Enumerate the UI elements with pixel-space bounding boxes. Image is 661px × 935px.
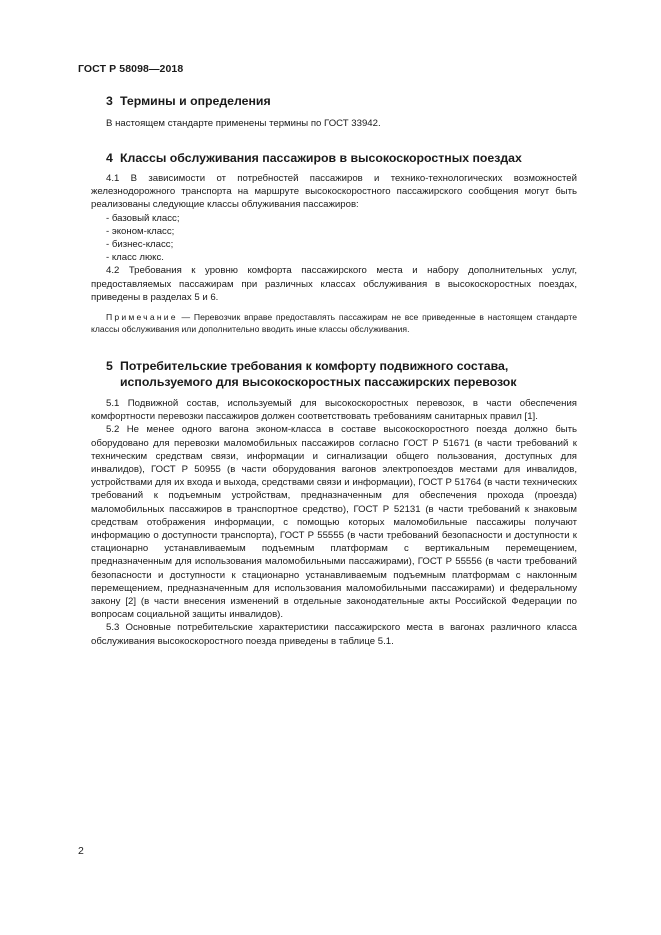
section-3-title: Термины и определения: [120, 94, 271, 108]
section-5-title-line-2: используемого для высокоскоростных пассажирских перевозок: [120, 375, 517, 389]
clause-5-2: 5.2 Не менее одного вагона эконом-класса в составе высокоскоростного поезда должно быть оборудовано для перевозки маломобильных пассажиров согласно ГОСТ Р 51671 (в части требований к техническим средствам связи, информации и сигнализации общего пользования, доступных для инвалидов), ГОСТ Р 50955 (в части оборудования вагонов электропоездов местами для инвалидов, устройствами для их входа и выхода, средствами связи и информации), ГОСТ Р 51764 (в части технических требований к подъемным устройствам, предназначенным для обеспечения прохода (проезда) маломобильных пассажиров в транспортное средство), ГОСТ Р 52131 (в части требований к знаковым средствам отображения информации, с помощью которых маломобильные пассажиры получают информацию о доступности транспорта), ГОСТ Р 55555 (в части требований безопасности и доступности к стационарно устанавливаемым подъемным платформам с вертикальным перемещением, предназначенным для использования маломобильными пассажирами), ГОСТ Р 55556 (в части требований безопасности и доступности к стационарно устанавливаемым подъемным платформам с наклонным перемещением, предназначенным для использования маломобильными пассажирами) и федеральному закону [2] (в части внесения изменений в отдельные законодательные акты Российской Федерации по вопросам социальной защиты инвалидов).: [91, 424, 577, 621]
section-3-paragraph: В настоящем стандарте применены термины по ГОСТ 33942.: [106, 118, 381, 129]
clause-5-1: 5.1 Подвижной состав, используемый для высокоскоростных перевозок, в части обеспечения комфортности перевозки пассажиров должен соответствовать требованиям санитарных правил [1].: [91, 398, 577, 423]
section-5-body: [91, 397, 577, 648]
list-item: - базовый класс;: [106, 212, 180, 224]
section-3: [91, 93, 577, 109]
list-item: - бизнес-класс;: [106, 239, 174, 251]
clause-4-2: 4.2 Требования к уровню комфорта пассажирского места и набору дополнительных услуг, предоставляемых пассажирам при различных классах обслуживания в высокоскоростных поездах, приведены в разделах 5 и 6.: [91, 265, 577, 303]
section-4: [91, 150, 577, 166]
section-5-title-line-1: Потребительские требования к комфорту подвижного состава,: [120, 359, 509, 373]
list-item: - эконом-класс;: [106, 225, 175, 237]
document-code-header: ГОСТ Р 58098—2018: [78, 63, 184, 75]
clause-5-3: 5.3 Основные потребительские характеристики пассажирского места в вагонах различного класса обслуживания высокоскоростного поезда приведены в таблице 5.1.: [91, 622, 577, 647]
note-text: — Перевозчик вправе предоставлять пассажирам не все приведенные в настоящем стандарте классы обслуживания или дополнительно вводить иные классы обслуживания.: [91, 312, 577, 335]
section-3-number: 3: [106, 94, 113, 108]
section-4-number: 4: [106, 151, 113, 165]
section-3-body: [91, 117, 577, 130]
section-4-body: [91, 172, 577, 335]
section-5-number: 5: [106, 359, 113, 373]
page-number: 2: [78, 845, 84, 857]
section-5-heading: [106, 358, 577, 390]
section-3-heading: [106, 93, 577, 109]
section-4-heading: [106, 150, 577, 166]
note-label: Примечание: [106, 312, 178, 323]
list-item: - класс люкс.: [106, 252, 164, 264]
section-4-note: [91, 311, 577, 335]
clause-4-1: 4.1 В зависимости от потребностей пассажиров и технико-технологических возможностей железнодорожного транспорта на маршруте высокоскоростного пассажирского сообщения могут быть реализованы следующие классы облуживания пассажиров:: [91, 173, 577, 211]
section-5-title: [120, 358, 577, 390]
section-4-title: Классы обслуживания пассажиров в высокоскоростных поездах: [120, 151, 522, 165]
section-5: [91, 358, 577, 390]
